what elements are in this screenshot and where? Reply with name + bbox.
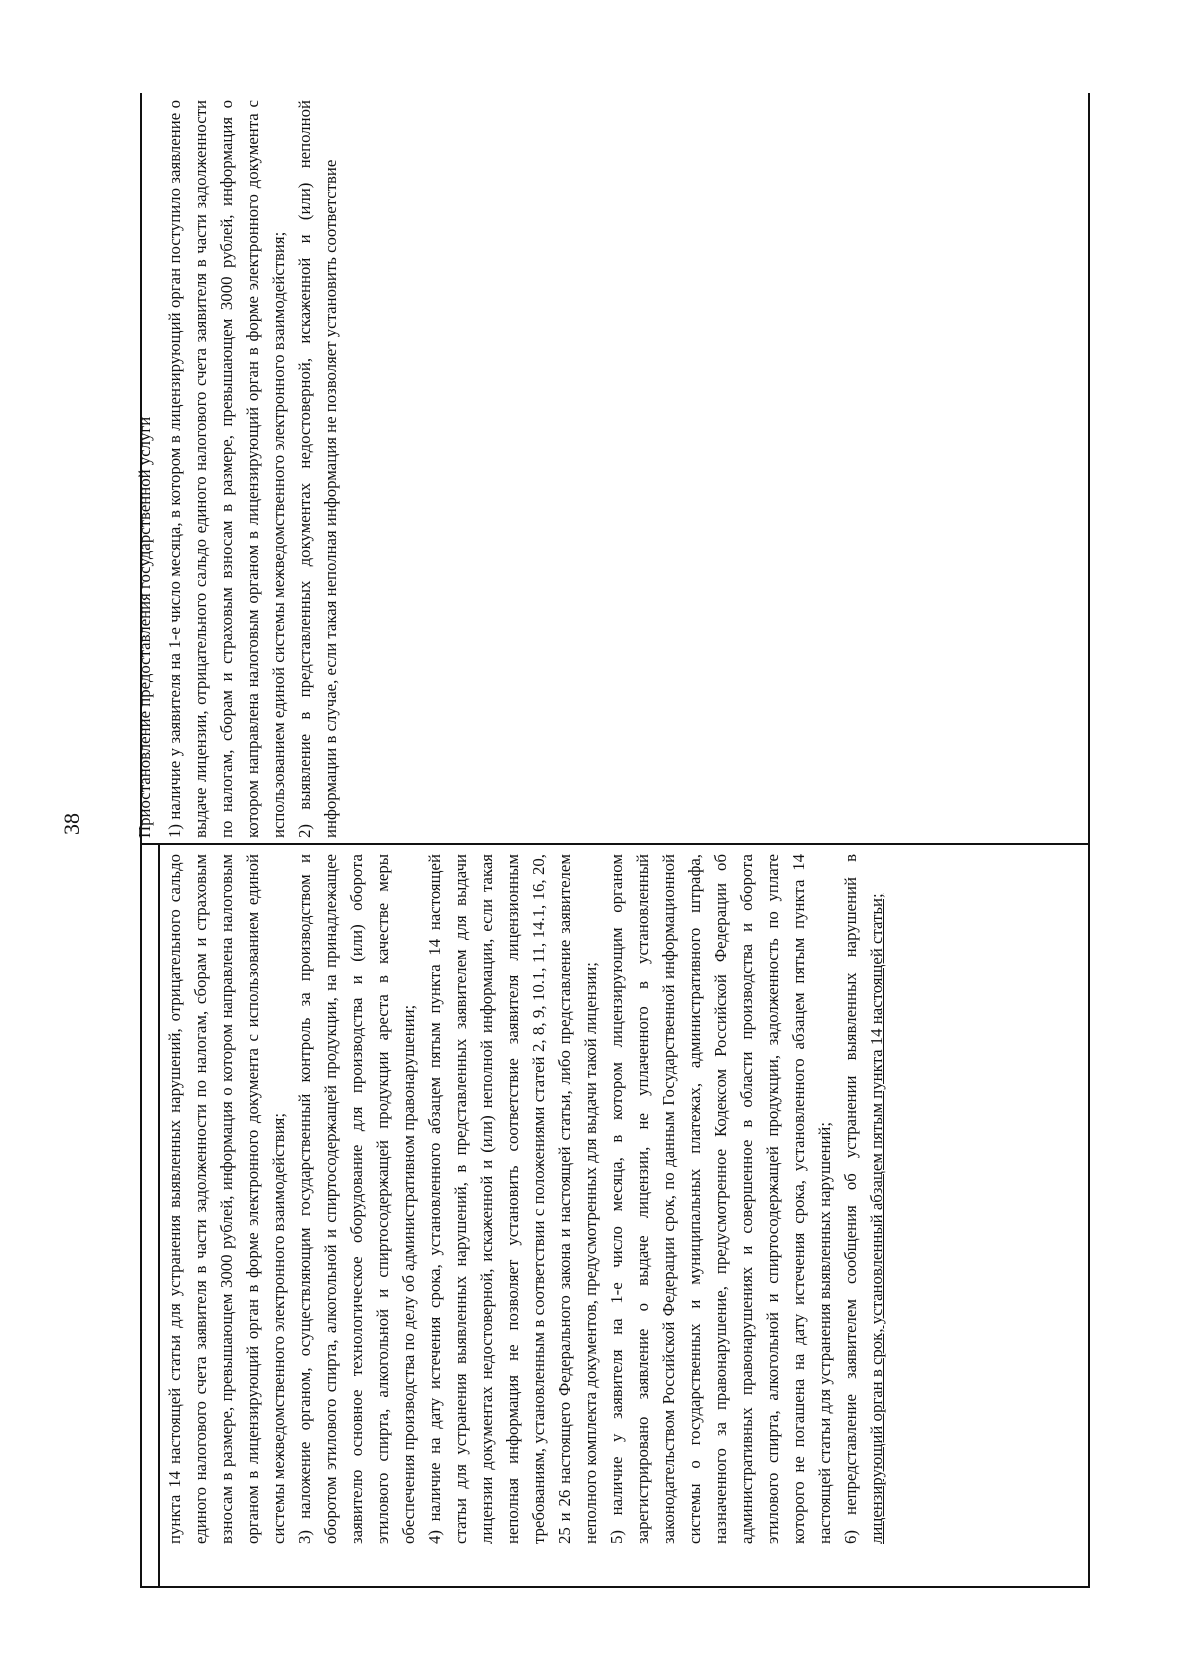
row1-paragraph-1: пункта 14 настоящей статьи для устранения выявленных нарушений, отрицательного сальдо единого налогового счета заявителя в части задолженности по налогам, сборам и страховым взносам в размере, превышающем 3000 рублей, информация о котором направлена налоговым органом в лицензирующий орган в форме электронного документа с использованием единой системы межведомственного электронного взаимодействия; [165, 854, 288, 1544]
row2-paragraph-2: 2) выявление в представленных документах недостоверной, искаженной и (или) неполной информации в случае, если такая неполная информация не позволяет установить соответствие [295, 100, 340, 838]
page-number: 38 [59, 813, 84, 835]
row1-paragraph-2: 3) наложение органом, осуществляющим государственный контроль за производством и оборотом этилового спирта, алкогольной и спиртосодержащей продукции, на принадлежащее заявителю основное технологическое оборудование для производства и (или) оборота этилового спирта, алкогольной и спиртосодержащей продукции ареста в качестве меры обеспечения производства по делу об административном правонарушении; [295, 854, 418, 1544]
column-divider [158, 843, 160, 1588]
table-bottom-border [1088, 93, 1090, 1588]
row1-paragraph-5 [838, 854, 890, 1544]
row1-item6-main: 6) непредставление заявителем сообщения об устранении выявленных нарушений в [841, 854, 860, 1544]
row1-item6-underlined: лицензирующий орган в срок, установленный абзацем пятым пункта 14 настоящей статьи; [867, 893, 886, 1544]
row2-content-cell [162, 100, 344, 838]
table-left-border [140, 1586, 1090, 1588]
row2-label-cell: Приостановление предоставления государственной услуги [135, 416, 154, 838]
row1-paragraph-4: 5) наличие у заявителя на 1-е число месяца, в котором лицензирующим органом зарегистрировано заявление о выдаче лицензии, не уплаченного в установленный законодательством Российской Федерации срок, по данным Государственной информационной системы о государственных и муниципальных платежах, административного штрафа, назначенного за правонарушение, предусмотренное Кодексом Российской Федерации об административных правонарушениях и совершенное в области производства и оборота этилового спирта, алкогольной и спиртосодержащей продукции, задолженность по уплате которого не погашена на дату истечения срока, установленного абзацем пятым пункта 14 настоящей статьи для устранения выявленных нарушений; [607, 854, 834, 1544]
row-divider [140, 843, 1090, 845]
row2-paragraph-1: 1) наличие у заявителя на 1-е число месяца, в котором в лицензирующий орган поступило заявление о выдаче лицензии, отрицательного сальдо единого налогового счета заявителя в части задолженности по налогам, сборам и страховым взносам в размере, превышающем 3000 рублей, информация о котором направлена налоговым органом в лицензирующий орган в форме электронного документа с использованием единой системы межведомственного электронного взаимодействия; [165, 100, 288, 838]
rotated-page-content [135, 93, 1100, 1588]
row1-content-cell [162, 854, 890, 1544]
services-table [135, 93, 1090, 1588]
row1-paragraph-3: 4) наличие на дату истечения срока, установленного абзацем пятым пункта 14 настоящей статьи для устранения выявленных нарушений, в представленных заявителем для выдачи лицензии документах недостоверной, искаженной и (или) неполной информации, если такая неполная информация не позволяет установить соответствие заявителя лицензионным требованиям, установленным в соответствии с положениями статей 2, 8, 9, 10.1, 11, 14.1, 16, 20, 25 и 26 настоящего Федерального закона и настоящей статьи, либо представление заявителем неполного комплекта документов, предусмотренных для выдачи такой лицензии; [425, 854, 600, 1544]
